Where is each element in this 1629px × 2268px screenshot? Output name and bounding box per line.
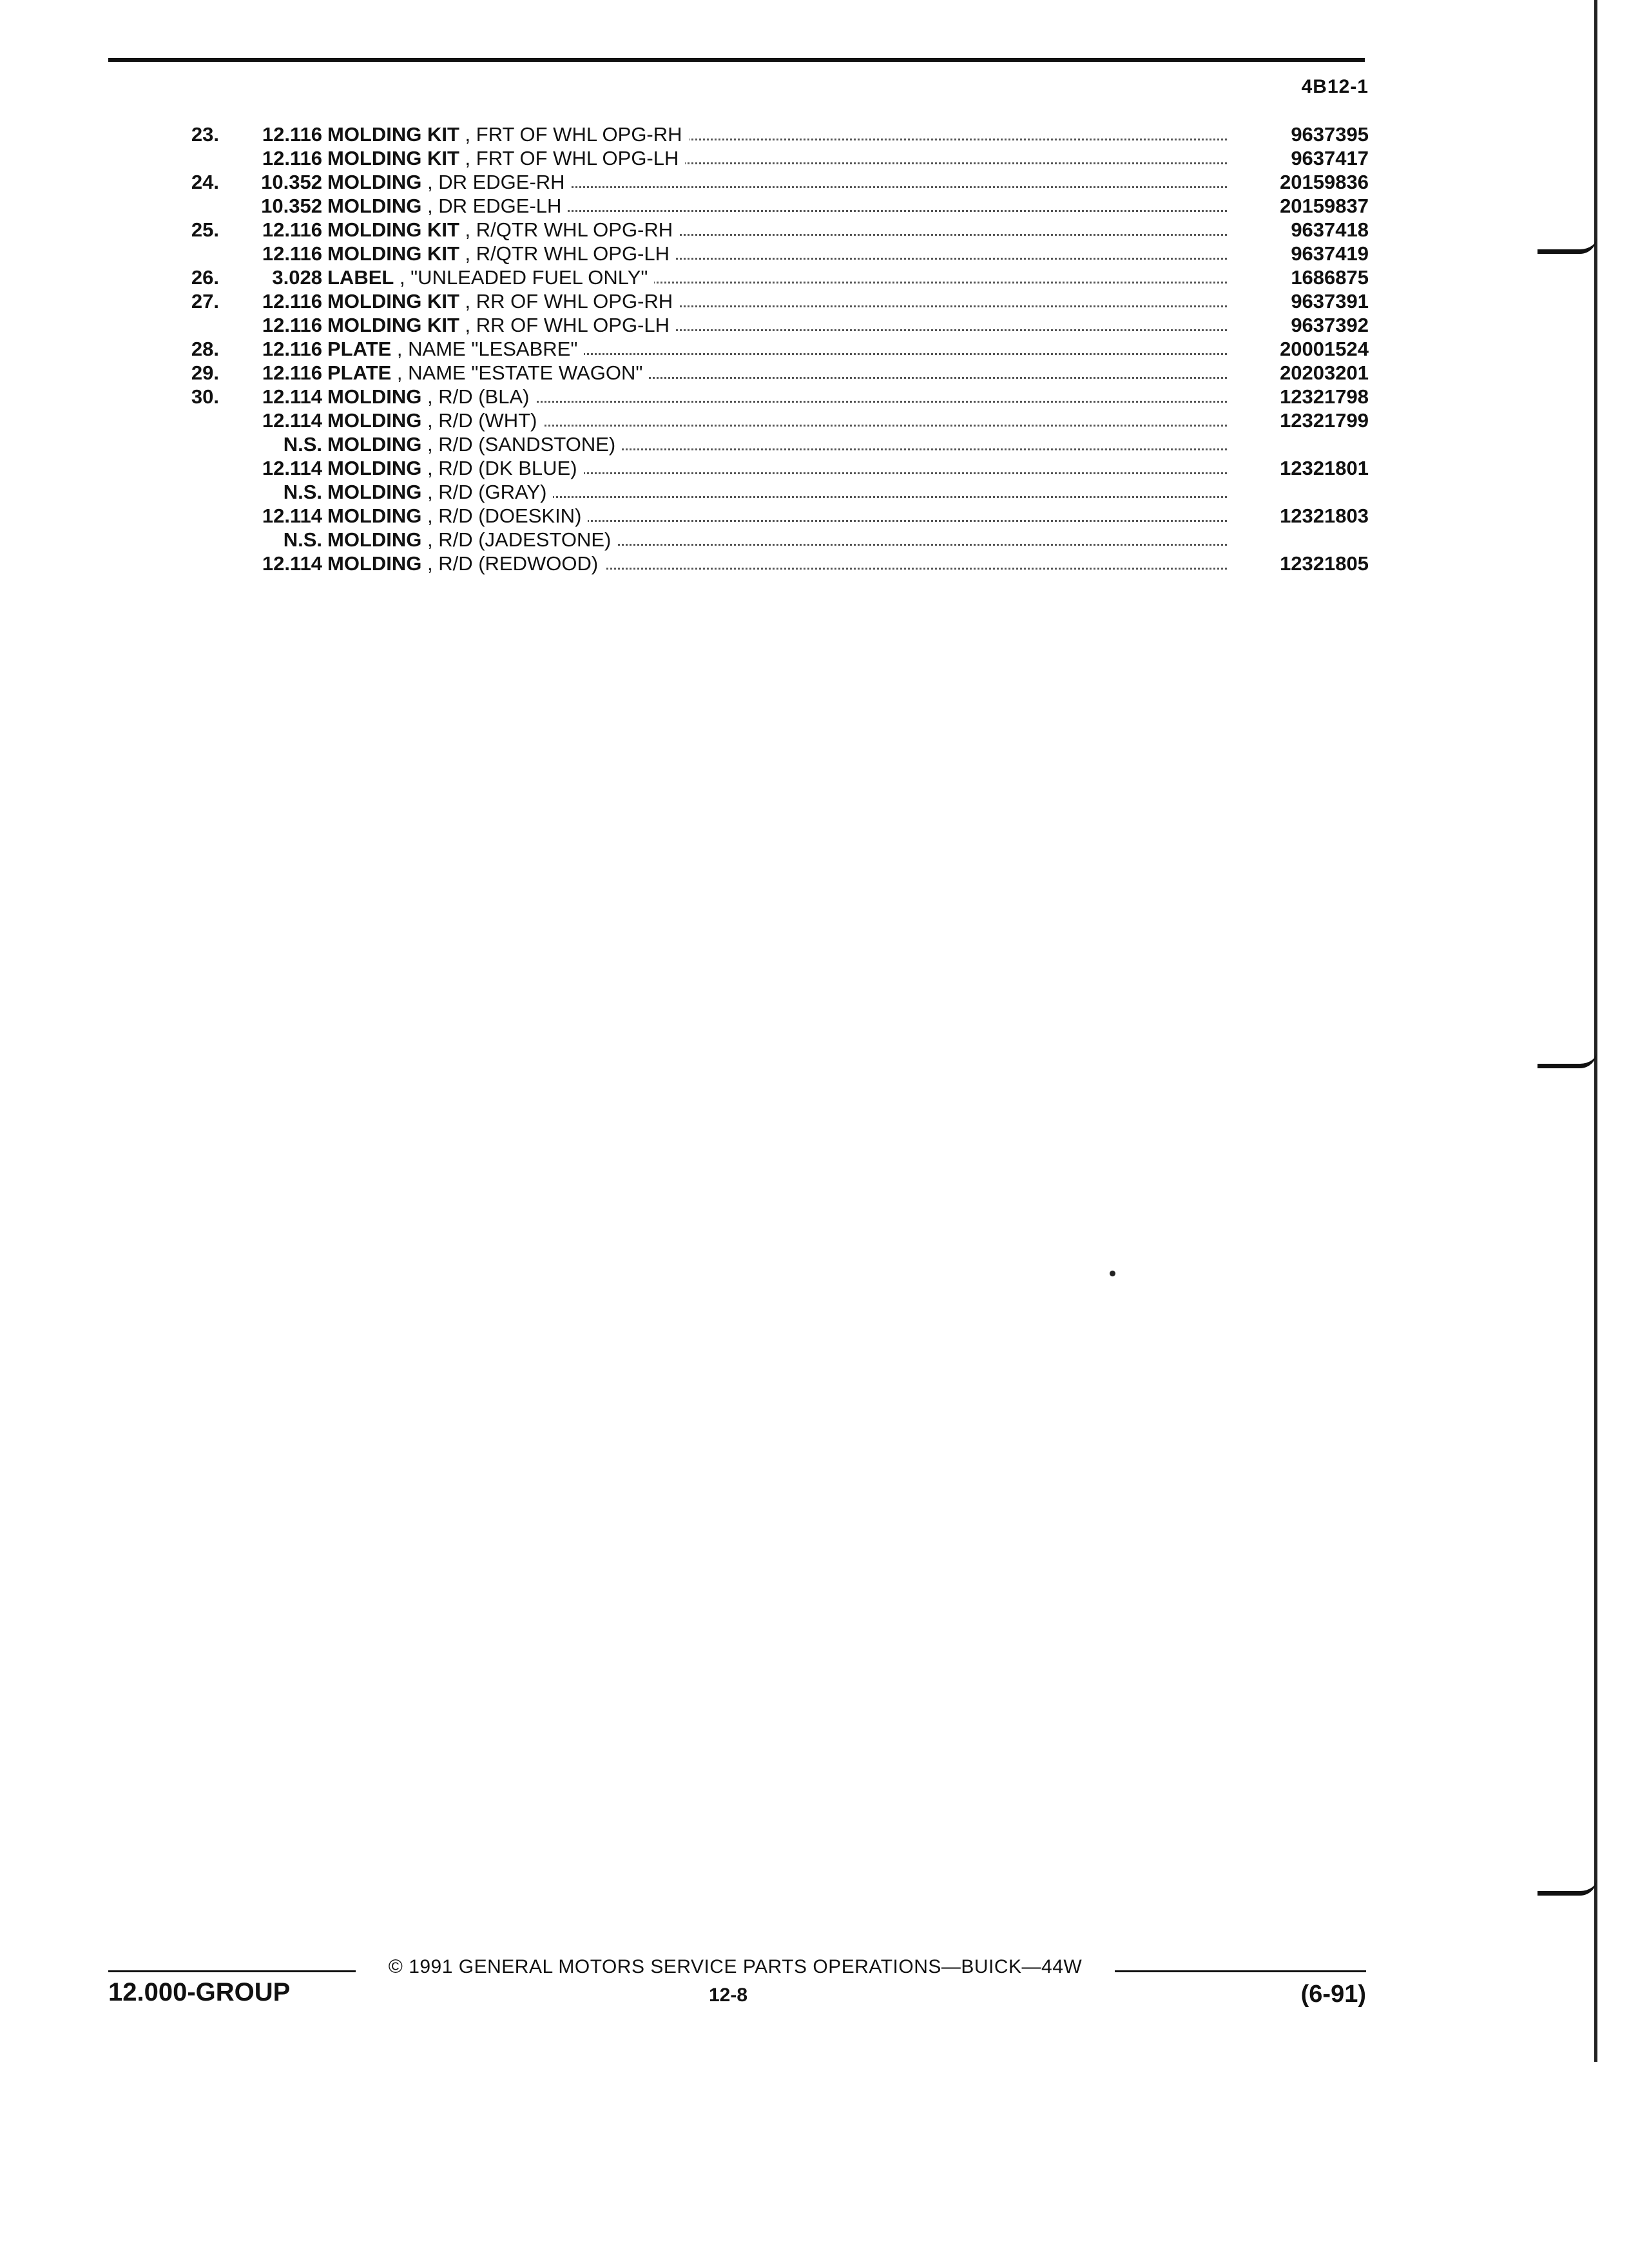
part-name: MOLDING KIT xyxy=(327,290,459,312)
group-number: 12.116 xyxy=(262,314,322,336)
part-separator: , xyxy=(421,552,439,575)
part-number: 20159836 xyxy=(1280,171,1369,193)
group-number: 10.352 xyxy=(261,195,322,217)
footer-date: (6-91) xyxy=(1300,1981,1366,2008)
part-number: 12321803 xyxy=(1280,505,1369,527)
part-name: MOLDING KIT xyxy=(327,147,459,169)
part-separator: , xyxy=(421,457,439,479)
part-number: 9637419 xyxy=(1291,242,1369,265)
part-separator: , xyxy=(394,266,411,289)
part-detail: R/QTR WHL OPG-LH xyxy=(476,242,670,265)
part-separator: , xyxy=(421,481,439,503)
part-name: MOLDING xyxy=(327,457,422,479)
scan-speck xyxy=(1110,1271,1115,1276)
part-number: 20001524 xyxy=(1280,338,1369,360)
group-number: 12.116 xyxy=(262,338,322,360)
group-number: 12.114 xyxy=(262,457,322,479)
part-name: MOLDING KIT xyxy=(327,242,459,265)
part-name: MOLDING xyxy=(327,409,422,432)
parts-list xyxy=(148,122,1369,575)
binder-hook-mark xyxy=(1537,237,1597,254)
group-number: 12.114 xyxy=(262,385,322,408)
footer-copyright: © 1991 GENERAL MOTORS SERVICE PARTS OPERATIONS—BUICK—44W xyxy=(388,1956,1083,1977)
part-detail: DR EDGE-LH xyxy=(438,195,562,217)
binder-hook-mark xyxy=(1537,1052,1597,1068)
footer-page-number: 12-8 xyxy=(708,1984,748,2006)
item-index: 24. xyxy=(191,171,219,193)
part-detail: R/D (BLA) xyxy=(438,385,530,408)
group-number: N.S. xyxy=(283,433,322,456)
part-separator: , xyxy=(421,505,439,527)
part-name: MOLDING xyxy=(327,528,422,551)
part-detail: R/D (REDWOOD) xyxy=(438,552,599,575)
part-number: 12321799 xyxy=(1280,409,1369,432)
part-detail: R/D (DOESKIN) xyxy=(438,505,582,527)
part-detail: NAME "LESABRE" xyxy=(408,338,578,360)
part-detail: DR EDGE-RH xyxy=(438,171,565,193)
part-name: MOLDING xyxy=(327,385,422,408)
part-detail: RR OF WHL OPG-LH xyxy=(476,314,670,336)
part-detail: R/D (JADESTONE) xyxy=(438,528,612,551)
part-separator: , xyxy=(391,338,409,360)
part-separator: , xyxy=(459,314,476,336)
group-number: 12.116 xyxy=(262,123,322,146)
item-index: 30. xyxy=(191,385,219,408)
group-number: 3.028 xyxy=(272,266,322,289)
group-number: 12.116 xyxy=(262,361,322,384)
footer-rule-right xyxy=(1115,1970,1366,1972)
part-number: 9637392 xyxy=(1291,314,1369,336)
part-number: 9637417 xyxy=(1291,147,1369,169)
part-detail: R/D (SANDSTONE) xyxy=(438,433,616,456)
part-name: PLATE xyxy=(327,338,392,360)
footer-rule-left xyxy=(108,1970,356,1972)
part-separator: , xyxy=(421,409,439,432)
item-index: 23. xyxy=(191,123,219,146)
part-description xyxy=(327,552,604,575)
part-name: MOLDING xyxy=(327,481,422,503)
part-number: 12321805 xyxy=(1280,552,1369,575)
part-detail: "UNLEADED FUEL ONLY" xyxy=(410,266,648,289)
part-separator: , xyxy=(421,171,439,193)
item-index: 25. xyxy=(191,218,219,241)
part-detail: NAME "ESTATE WAGON" xyxy=(408,361,643,384)
part-detail: RR OF WHL OPG-RH xyxy=(476,290,673,312)
part-number: 12321798 xyxy=(1280,385,1369,408)
footer-group: 12.000-GROUP xyxy=(108,1978,291,2006)
part-separator: , xyxy=(459,290,476,312)
part-name: MOLDING xyxy=(327,171,422,193)
group-number: N.S. xyxy=(283,481,322,503)
part-detail: R/D (GRAY) xyxy=(438,481,547,503)
group-number: 12.114 xyxy=(262,552,322,575)
parts-row xyxy=(148,552,1369,575)
part-name: MOLDING KIT xyxy=(327,314,459,336)
group-number: 12.114 xyxy=(262,409,322,432)
part-name: LABEL xyxy=(327,266,394,289)
part-number: 9637391 xyxy=(1291,290,1369,312)
part-number: 9637395 xyxy=(1291,123,1369,146)
part-number: 20159837 xyxy=(1280,195,1369,217)
item-index: 29. xyxy=(191,361,219,384)
part-detail: FRT OF WHL OPG-LH xyxy=(476,147,679,169)
part-detail: FRT OF WHL OPG-RH xyxy=(476,123,682,146)
binder-edge-line xyxy=(1594,0,1597,2062)
part-separator: , xyxy=(391,361,409,384)
top-rule xyxy=(108,58,1365,62)
part-detail: R/D (WHT) xyxy=(438,409,537,432)
part-separator: , xyxy=(421,433,439,456)
part-separator: , xyxy=(459,147,476,169)
part-name: MOLDING xyxy=(327,505,422,527)
part-name: MOLDING xyxy=(327,552,422,575)
part-detail: R/QTR WHL OPG-RH xyxy=(476,218,673,241)
group-number: 12.116 xyxy=(262,242,322,265)
part-number: 20203201 xyxy=(1280,361,1369,384)
part-name: MOLDING xyxy=(327,195,422,217)
part-number: 12321801 xyxy=(1280,457,1369,479)
binder-hook-mark xyxy=(1537,1879,1597,1896)
part-separator: , xyxy=(459,218,476,241)
part-name: MOLDING xyxy=(327,433,422,456)
item-index: 27. xyxy=(191,290,219,312)
group-number: 12.114 xyxy=(262,505,322,527)
group-number: 12.116 xyxy=(262,290,322,312)
part-separator: , xyxy=(459,242,476,265)
part-number: 1686875 xyxy=(1291,266,1369,289)
part-separator: , xyxy=(459,123,476,146)
part-name: PLATE xyxy=(327,361,392,384)
group-number: 12.116 xyxy=(262,147,322,169)
part-name: MOLDING KIT xyxy=(327,123,459,146)
group-number: N.S. xyxy=(283,528,322,551)
part-name: MOLDING KIT xyxy=(327,218,459,241)
part-separator: , xyxy=(421,528,439,551)
item-index: 28. xyxy=(191,338,219,360)
part-detail: R/D (DK BLUE) xyxy=(438,457,577,479)
part-separator: , xyxy=(421,385,439,408)
group-number: 12.116 xyxy=(262,218,322,241)
part-separator: , xyxy=(421,195,439,217)
item-index: 26. xyxy=(191,266,219,289)
group-number: 10.352 xyxy=(261,171,322,193)
part-number: 9637418 xyxy=(1291,218,1369,241)
page-reference: 4B12-1 xyxy=(1301,76,1369,97)
